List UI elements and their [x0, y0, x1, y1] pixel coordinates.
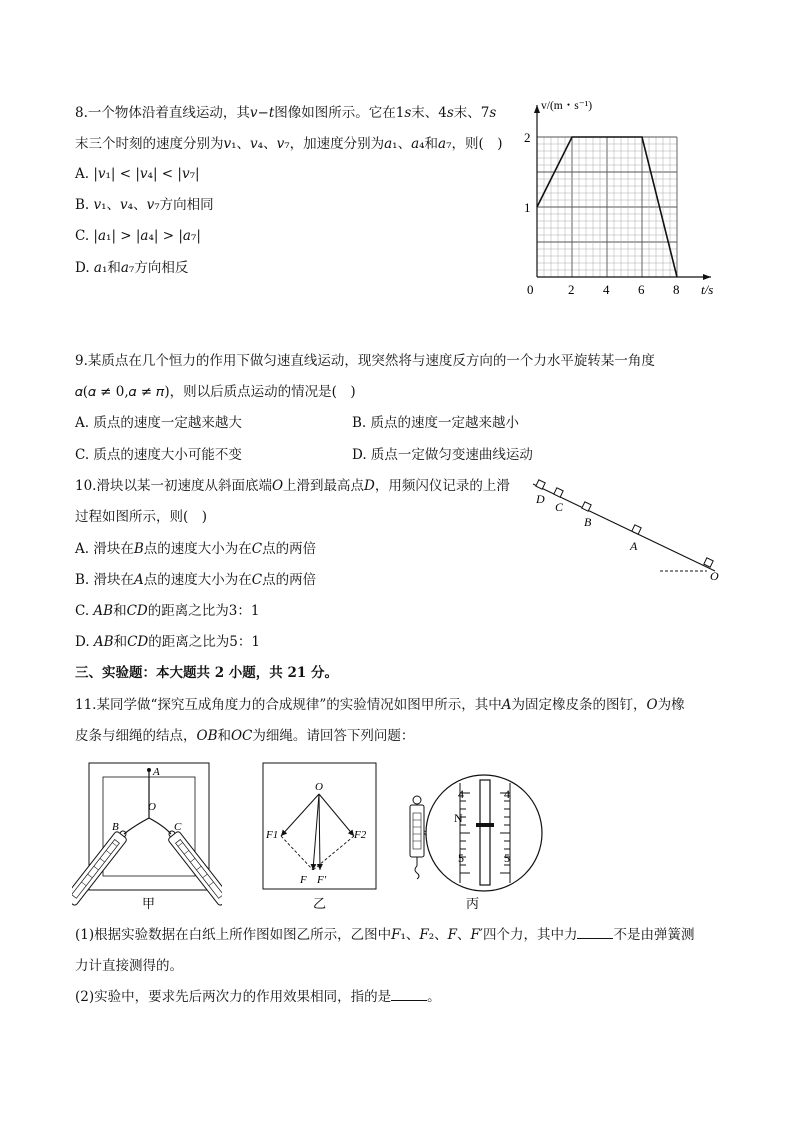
slider-box — [554, 488, 563, 497]
q10-stem-line2: 过程如图所示，则( ) — [75, 509, 208, 525]
yi-label-f2: F2 — [354, 829, 367, 841]
q9-option-c: C. 质点的速度大小可能不变 — [75, 447, 242, 463]
yi-label-f: F — [300, 874, 307, 886]
x-axis-arrow — [703, 274, 711, 280]
jia-label-a: A — [153, 766, 160, 778]
q9-option-b: B. 质点的速度一定越来越小 — [352, 415, 520, 431]
q8-option-a: A. |𝑣₁| < |𝑣₄| < |𝑣₇| — [75, 166, 200, 182]
bing-scale-left-5: 5 — [458, 851, 464, 865]
q11-stem-line2: 皮条与细绳的结点，𝑂𝐵和𝑂𝐶为细绳。请回答下列问题： — [75, 728, 415, 744]
q8-stem-line2: 末三个时刻的速度分别为𝑣₁、𝑣₄、𝑣₇，加速度分别为𝑎₁、𝑎₄和𝑎₇，则( ) — [75, 136, 503, 152]
incline-label-o: O — [710, 569, 719, 583]
incline-figure — [525, 470, 730, 588]
q10-option-a: A. 滑块在𝐵点的速度大小为在𝐶点的两倍 — [75, 541, 317, 557]
q11-sub1-text: (1)根据实验数据在白纸上所作图如图乙所示，乙图中𝐹₁、𝐹₂、𝐹、𝐹′四个力，其中力 — [75, 927, 578, 943]
q10-option-b: B. 滑块在𝐴点的速度大小为在𝐶点的两倍 — [75, 572, 317, 588]
slider-box — [582, 502, 591, 511]
figure-yi — [260, 760, 382, 912]
bing-unit-n: N — [454, 811, 463, 825]
jia-caption: 甲 — [142, 896, 156, 911]
bing-scale-left-4: 4 — [458, 787, 464, 801]
q10-option-c: C. 𝐴𝐵和𝐶𝐷的距离之比为3：1 — [75, 603, 260, 619]
q10-option-d: D. 𝐴𝐵和𝐶𝐷的距离之比为5：1 — [75, 634, 260, 650]
incline-label-d: D — [536, 492, 545, 506]
yi-label-f-prime: F′ — [317, 874, 327, 886]
q8-stem-line1: 8.一个物体沿着直线运动，其𝑣−𝑡图像如图所示。它在1𝑠末、4𝑠末、7𝑠 — [75, 105, 497, 121]
section-heading: 三、实验题：本大题共 2 小题，共 21 分。 — [75, 665, 338, 681]
vt-chart — [515, 95, 745, 300]
x-tick-label: 6 — [638, 282, 645, 297]
x-tick-label: 8 — [673, 282, 680, 297]
jia-label-b: B — [112, 821, 119, 833]
q11-sub1-text-cont: 不是由弹簧测 — [613, 927, 695, 943]
q9-option-a: A. 质点的速度一定越来越大 — [75, 415, 242, 431]
incline-label-c: C — [555, 500, 564, 514]
q10-stem-line1: 10.滑块以某一初速度从斜面底端𝑂上滑到最高点𝐷，用频闪仪记录的上滑 — [75, 478, 510, 494]
q11-sub2-end: 。 — [427, 989, 441, 1005]
answer-blank-1[interactable] — [577, 926, 613, 939]
q8-option-b: B. 𝑣₁、𝑣₄、𝑣₇方向相同 — [75, 197, 214, 213]
figure-bing — [402, 758, 544, 914]
y-axis-arrow — [534, 105, 540, 113]
slider-box — [536, 480, 545, 489]
yi-label-f1: F1 — [266, 829, 279, 841]
y-axis-label: v/(m・s⁻¹) — [541, 100, 593, 112]
yi-label-o: O — [315, 781, 323, 793]
q11-sub2-text: (2)实验中，要求先后两次力的作用效果相同，指的是 — [75, 989, 392, 1005]
jia-label-o: O — [148, 801, 156, 813]
answer-blank-2[interactable] — [391, 988, 427, 1001]
slider-box — [632, 525, 641, 534]
q11-stem-line1: 11.某同学做“探究互成角度力的合成规律”的实验情况如图甲所示，其中𝐴为固定橡皮条的图钉，𝑂为橡 — [75, 697, 685, 713]
y-tick-label: 1 — [524, 200, 531, 215]
q11-sub1-line2: 力计直接测得的。 — [75, 958, 183, 974]
q11-sub1-line1 — [75, 926, 694, 944]
bing-scale-right-4: 4 — [504, 787, 510, 801]
x-tick-label: 0 — [527, 282, 534, 297]
q9-option-d: D. 质点一定做匀变速曲线运动 — [352, 447, 533, 463]
x-tick-label: 2 — [568, 282, 575, 297]
jia-label-c: C — [174, 821, 182, 833]
y-tick-label: 2 — [524, 130, 531, 145]
x-axis-label: t/s — [701, 282, 714, 297]
q9-stem-line2: 𝛼(𝛼 ≠ 0,𝛼 ≠ 𝜋)，则以后质点运动的情况是( ) — [75, 384, 356, 400]
incline-label-b: B — [584, 515, 592, 529]
q8-option-c: C. |𝑎₁| > |𝑎₄| > |𝑎₇| — [75, 228, 201, 244]
yi-caption: 乙 — [313, 896, 327, 911]
figure-jia — [72, 760, 222, 912]
q11-sub2-line — [75, 988, 441, 1006]
incline-label-a: A — [630, 539, 638, 553]
q8-option-d: D. 𝑎₁和𝑎₇方向相反 — [75, 260, 189, 276]
bing-caption: 丙 — [466, 896, 480, 911]
bing-scale-right-5: 5 — [504, 851, 510, 865]
x-tick-label: 4 — [603, 282, 610, 297]
q9-stem-line1: 9.某质点在几个恒力的作用下做匀速直线运动，现突然将与速度反方向的一个力水平旋转某一角度 — [75, 353, 655, 369]
